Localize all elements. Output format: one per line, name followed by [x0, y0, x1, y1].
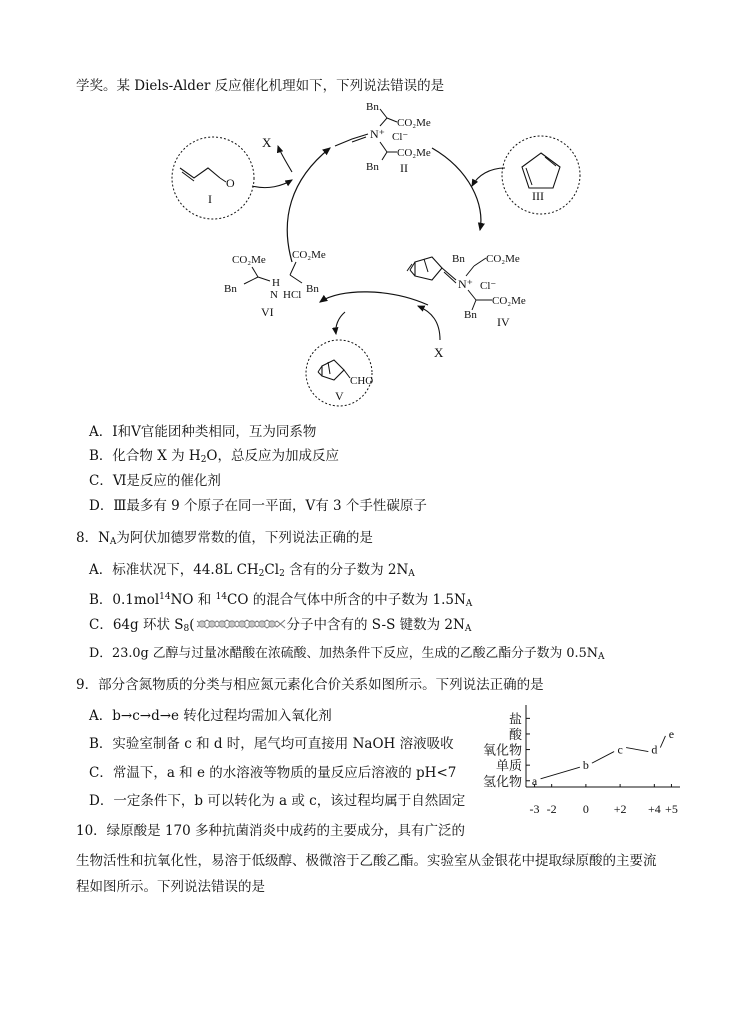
q7-option-a: A．Ⅰ和Ⅴ官能团种类相同，互为同系物	[89, 424, 317, 440]
svg-text:CO₂Me: CO₂Me	[232, 254, 266, 266]
svg-text:CO₂Me: CO₂Me	[292, 249, 326, 261]
y-tick-label: 单质	[495, 758, 522, 774]
x-out-arrow	[278, 146, 292, 172]
svg-text:CHO: CHO	[350, 375, 374, 387]
svg-text:Bn: Bn	[366, 161, 379, 173]
q9-option-d: D．一定条件下，b 可以转化为 a 或 c，该过程均属于自然固定	[89, 793, 466, 809]
label-II: II	[400, 161, 408, 175]
cycle-arc-bottom	[320, 292, 428, 305]
y-tick-label: 氢化物	[482, 773, 522, 789]
q9-stem: 9．部分含氮物质的分类与相应氮元素化合价关系如图所示。下列说法正确的是	[76, 677, 544, 693]
point-e: e	[668, 726, 675, 741]
x-tick-label: 0	[582, 802, 589, 816]
q7-option-b: B．化合物 X 为 $H_2O$，总反应为加成反应	[89, 448, 339, 465]
x-tick-label: -2	[546, 802, 557, 816]
svg-text:N: N	[270, 289, 278, 301]
cycle-arc-left	[287, 148, 330, 262]
q7-option-c: C．Ⅵ是反应的催化剂	[89, 473, 221, 489]
compound-V-structure	[318, 360, 373, 403]
q10-line-1: 10．绿原酸是 170 多种抗菌消炎中成药的主要成分，具有广泛的	[76, 823, 466, 839]
q7-option-d: D．Ⅲ最多有 9 个原子在同一平面，Ⅴ有 3 个手性碳原子	[89, 498, 427, 514]
svg-text:O: O	[226, 176, 235, 190]
connector-line	[660, 736, 665, 748]
y-tick-label: 酸	[508, 726, 522, 742]
compound-I-circle	[172, 137, 254, 219]
label-III: III	[532, 189, 544, 203]
q8-option-d: D．23.0g 乙醇与过量冰醋酸在浓硫酸、加热条件下反应，生成的乙酸乙酯分子数为 $0.5N_A$	[89, 646, 605, 662]
point-c: c	[617, 742, 623, 757]
svg-text:Bn: Bn	[366, 101, 379, 113]
nitrogen-valence-chart	[470, 697, 700, 825]
q8-stem: 8．$N_A$为阿伏加德罗常数的值，下列说法正确的是	[76, 530, 373, 547]
connector-line	[541, 767, 580, 779]
q8-option-c: C．64g 环状 $S_8$( 分子中含有的 S-S 键数为 $2N_A$	[89, 617, 472, 634]
svg-text:N⁺: N⁺	[458, 277, 473, 291]
compound-III-structure	[522, 153, 560, 188]
svg-text:N⁺: N⁺	[370, 127, 385, 141]
y-tick-label: 氧化物	[482, 742, 522, 758]
q8-option-b: B．0.1mol$^{14}$NO 和 $^{14}$CO 的混合气体中所含的中子数为 $1.5N_A$	[89, 592, 473, 609]
x-in-arrow	[418, 306, 440, 340]
point-a: a	[531, 773, 538, 788]
y-tick-label: 盐	[508, 711, 522, 727]
svg-text:HCl: HCl	[283, 289, 302, 301]
i-in-arrow	[252, 180, 292, 188]
q10-line-2: 生物活性和抗氧化性，易溶于低级醇、极微溶于乙酸乙酯。实验室从金银花中提取绿原酸的主要流	[76, 853, 657, 869]
label-VI: VI	[261, 305, 274, 319]
compound-IV	[407, 253, 526, 329]
q9-option-c: C．常温下，a 和 e 的水溶液等物质的量反应后溶液的 pH<7	[89, 765, 457, 781]
x-tick-label: +2	[613, 802, 627, 816]
x-tick-label: +5	[665, 802, 678, 816]
svg-text:CO₂Me: CO₂Me	[492, 295, 526, 307]
intro-line: 学奖。某 Diels-Alder 反应催化机理如下，下列说法错误的是	[76, 78, 445, 94]
x-top-label: X	[262, 135, 272, 150]
x-tick-label: +4	[647, 802, 661, 816]
x-bottom-label: X	[434, 345, 444, 360]
svg-text:CO₂Me: CO₂Me	[397, 147, 431, 159]
compound-II	[335, 101, 431, 175]
svg-text:Bn: Bn	[306, 283, 319, 295]
label-IV: IV	[497, 315, 510, 329]
svg-text:CO₂Me: CO₂Me	[486, 253, 520, 265]
compound-I-structure	[180, 168, 220, 178]
connector-line	[626, 748, 648, 752]
connector-line	[592, 752, 614, 764]
iii-in-arrow	[472, 168, 505, 186]
svg-text:Bn: Bn	[464, 309, 477, 321]
mechanism-diagram	[0, 98, 744, 408]
q9-option-a: A．b→c→d→e 转化过程均需加入氧化剂	[89, 708, 332, 724]
label-V: V	[335, 389, 344, 403]
svg-text:Cl⁻: Cl⁻	[392, 131, 409, 143]
point-b: b	[582, 758, 589, 773]
svg-text:Bn: Bn	[452, 253, 465, 265]
svg-text:Cl⁻: Cl⁻	[480, 280, 497, 292]
cycle-arc-right	[432, 148, 481, 230]
s8-ring-icon	[195, 617, 287, 631]
compound-VI	[224, 249, 326, 319]
point-d: d	[651, 742, 658, 757]
svg-text:CO₂Me: CO₂Me	[397, 117, 431, 129]
svg-text:Bn: Bn	[224, 283, 237, 295]
q10-line-3: 程如图所示。下列说法错误的是	[76, 879, 265, 895]
label-I: I	[208, 192, 212, 206]
q8-option-a: A．标准状况下，44.8L $CH_2Cl_2$ 含有的分子数为 $2N_A$	[89, 562, 415, 579]
svg-text:H: H	[272, 277, 280, 289]
x-tick-label: -3	[529, 802, 540, 816]
v-out-arrow	[336, 312, 345, 334]
q9-option-b: B．实验室制备 c 和 d 时，尾气均可直接用 NaOH 溶液吸收	[89, 736, 454, 752]
